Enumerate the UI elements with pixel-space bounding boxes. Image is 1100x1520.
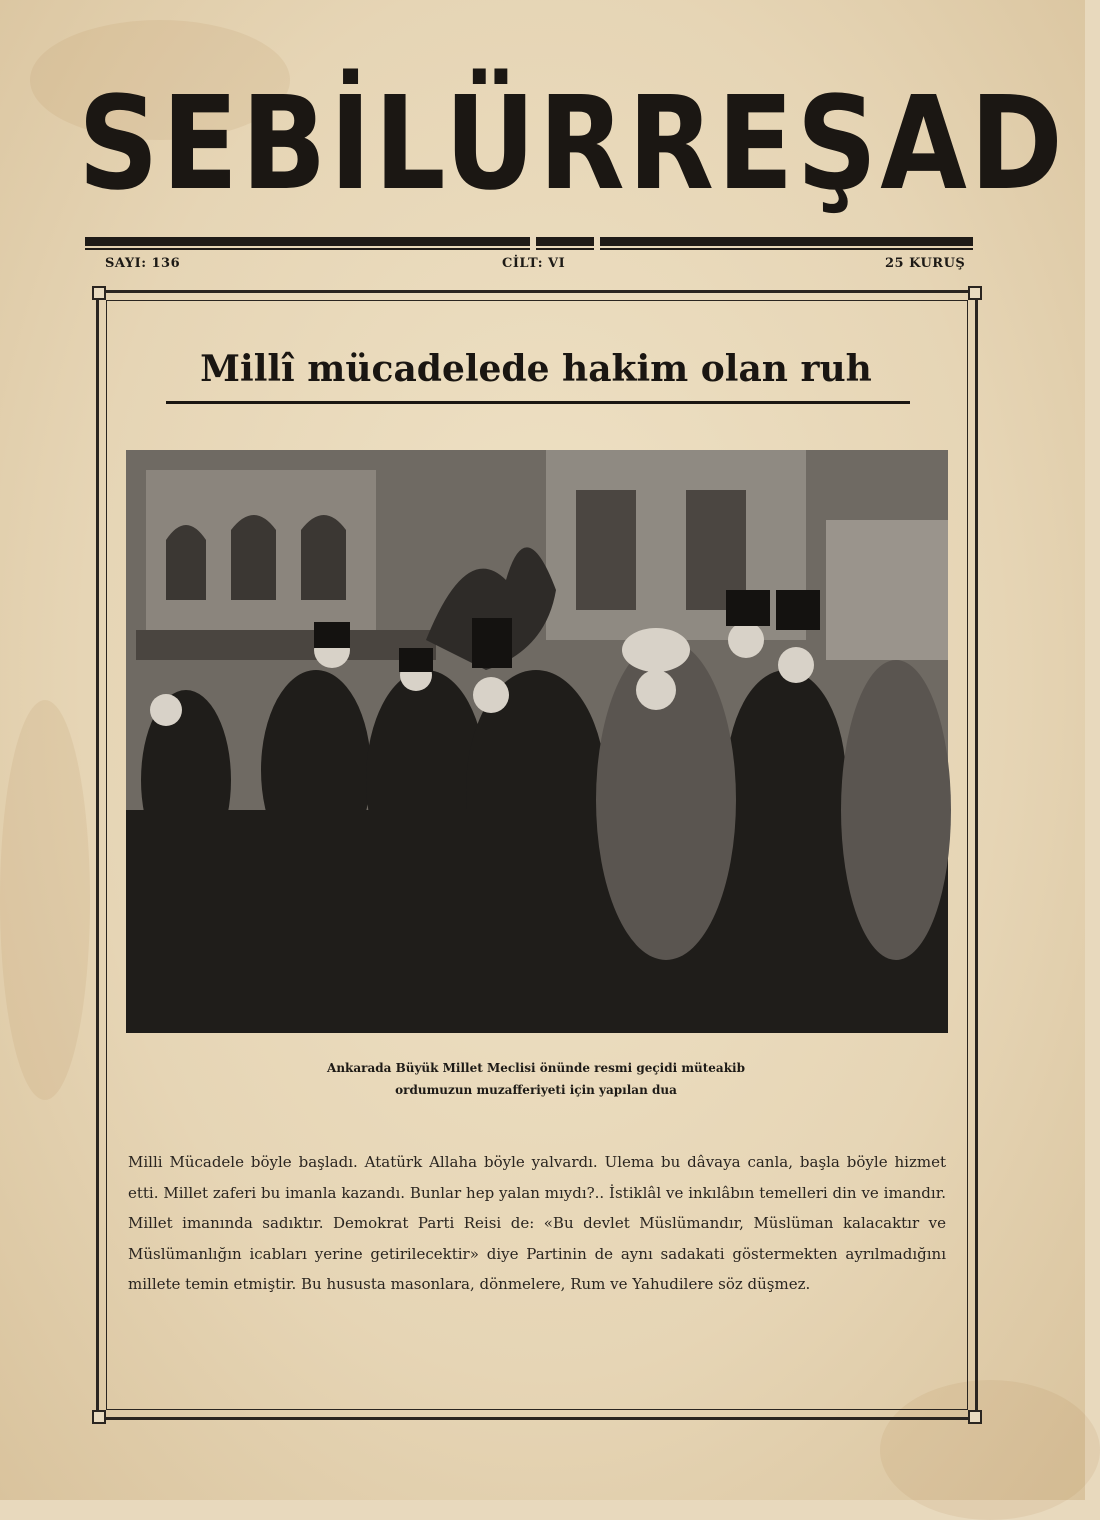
headline-underline	[166, 401, 910, 404]
rule-break	[594, 235, 600, 251]
masthead-rule-thin	[85, 248, 973, 250]
frame-corner-ornament	[92, 286, 106, 300]
frame-corner-ornament	[968, 286, 982, 300]
article-body: Milli Mücadele böyle başladı. Atatürk Allaha böyle yalvardı. Ulema bu dâvaya canla, başla böyle hizmet etti. Millet zaferi bu imanla kazandı. Bunlar hep yalan mıydı?.. İstiklâl ve inkılâbın temelleri din ve imandır. Millet imanında sadıktır. Demokrat Parti Reisi de: «Bu devlet Müslümandır, Müslüman kalacaktır ve Müslümanlığın icabları yerine getirilecektir» diye Partinin de aynı sadakati göstermekten ayrılmadığını millete temin etmiştir. Bu hususta masonlara, dönmelere, Rum ve Yahudilere söz düşmez.	[128, 1153, 946, 1293]
photo-caption	[130, 1057, 942, 1101]
issue-volume: CİLT: VI	[502, 256, 566, 271]
article-photo	[126, 450, 948, 1033]
photo-caption-line: ordumuzun muzafferiyeti için yapılan dua	[395, 1083, 677, 1097]
masthead-rule	[85, 237, 973, 246]
frame-corner-ornament	[968, 1410, 982, 1424]
article-headline: Millî mücadelede hakim olan ruh	[200, 348, 872, 390]
photo-caption-line: Ankarada Büyük Millet Meclisi önünde resmi geçidi müteakib	[327, 1061, 745, 1075]
issue-price: 25 KURUŞ	[885, 256, 966, 271]
issue-number: SAYI: 136	[105, 256, 181, 271]
frame-corner-ornament	[92, 1410, 106, 1424]
masthead-title: SEBİLÜRREŞAD	[78, 69, 1066, 219]
paper-stain	[0, 700, 90, 1100]
photo-illustration	[126, 450, 948, 1033]
rule-break	[530, 235, 536, 251]
